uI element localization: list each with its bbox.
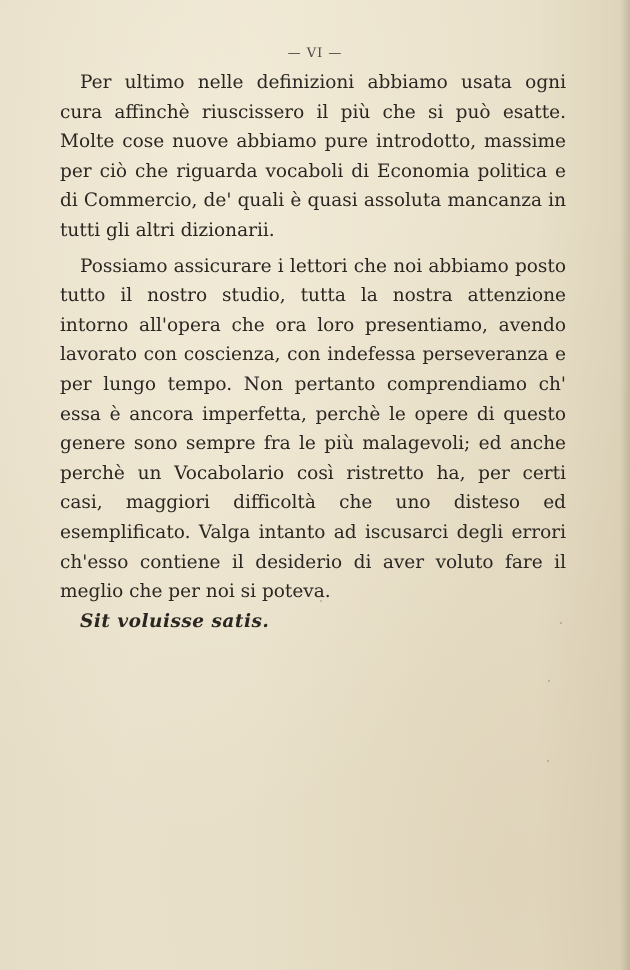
paragraph-assurance xyxy=(60,252,566,637)
page-edge-shadow xyxy=(620,0,630,970)
paragraph-assurance-text: Possiamo assicurare i lettori che noi abbiamo posto tutto il nostro studio, tutta la nostra attenzione intorno all'opera che ora loro presentiamo, avendo lavorato con coscienza, con indefessa perseveranza e per lungo tempo. Non pertanto comprendiamo ch' essa è ancora imperfetta, perchè le opere di questo genere sono sempre fra le più malagevoli; ed anche perchè un Vocabolario così ristretto ha, per certi casi, maggiori difficoltà che uno disteso ed esemplificato. Valga intanto ad iscusarci degli errori ch'esso contiene il desiderio di aver voluto fare il meglio che per noi si poteva. xyxy=(60,255,566,603)
paper-speck xyxy=(560,622,562,624)
paragraph-definitions: Per ultimo nelle definizioni abbiamo usata ogni cura affinchè riuscissero il più che si può esatte. Molte cose nuove abbiamo pure introdotto, massime per ciò che riguarda vocaboli di Economia politica e di Commercio, de' quali è quasi assoluta mancanza in tutti gli altri dizionarii. xyxy=(60,72,566,241)
paper-speck xyxy=(320,600,322,602)
paper-speck xyxy=(548,680,550,682)
paper-speck xyxy=(547,760,549,762)
body-text xyxy=(60,68,566,636)
page-number: — VI — xyxy=(287,46,343,61)
closing-motto: Sit voluisse satis. xyxy=(80,610,270,632)
